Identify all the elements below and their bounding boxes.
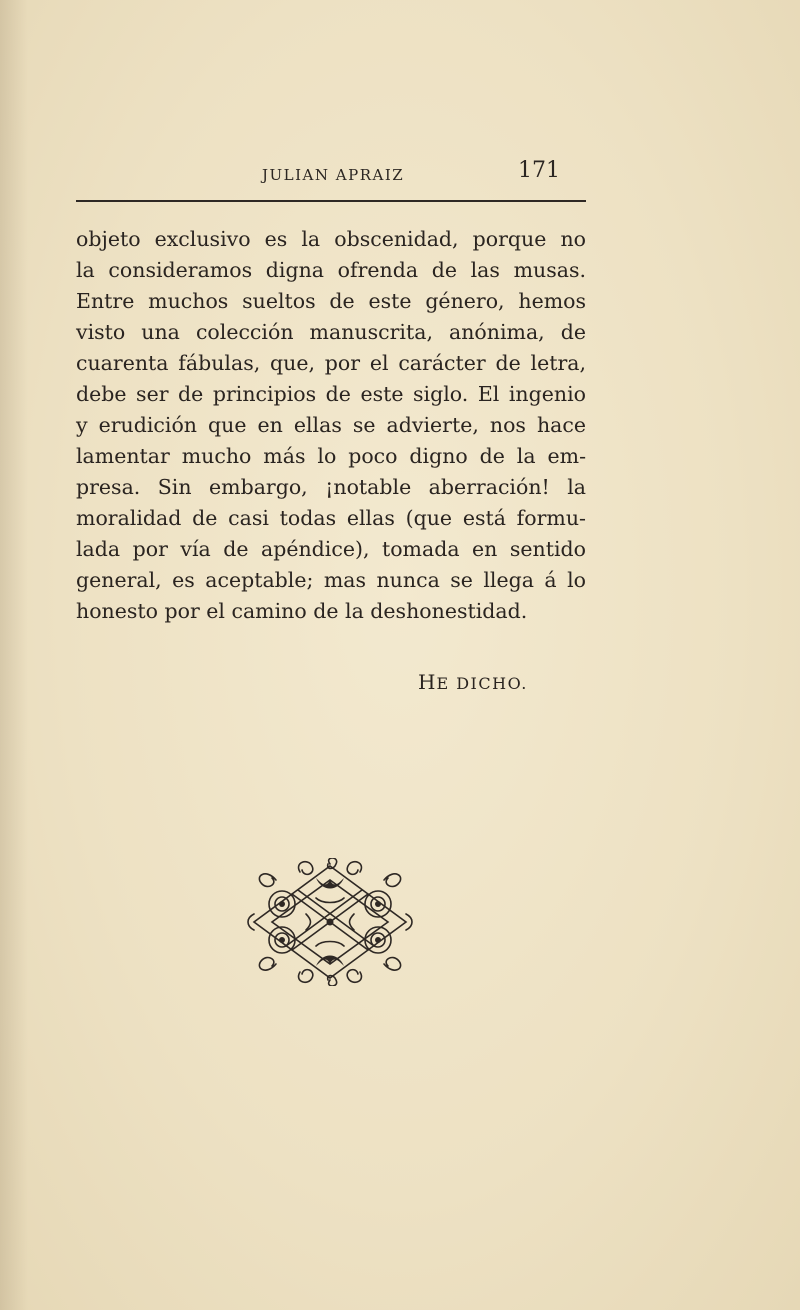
page-header — [76, 158, 586, 188]
closing-signature — [418, 670, 528, 694]
text-line: visto una colección manuscrita, anónima, de — [76, 320, 586, 344]
closing-initial: H — [418, 670, 437, 694]
floral-tailpiece-icon — [246, 858, 414, 986]
text-line: moralidad de casi todas ellas (que está formu- — [76, 506, 586, 530]
closing-rest: E DICHO. — [436, 674, 528, 693]
page-number: 171 — [518, 158, 560, 183]
header-rule — [76, 200, 586, 202]
text-line: la consideramos digna ofrenda de las musas. — [76, 258, 586, 282]
text-line: objeto exclusivo es la obscenidad, porque no — [76, 227, 586, 251]
text-line: general, es aceptable; mas nunca se llega á lo — [76, 568, 586, 592]
text-line: cuarenta fábulas, que, por el carácter de letra, — [76, 351, 586, 375]
running-head: JULIAN APRAIZ — [262, 166, 405, 184]
gutter-shadow — [0, 0, 28, 1310]
text-line: lamentar mucho más lo poco digno de la em- — [76, 444, 586, 468]
body-paragraph — [76, 224, 586, 627]
text-line: y erudición que en ellas se advierte, nos hace — [76, 413, 586, 437]
text-line: presa. Sin embargo, ¡notable aberración! la — [76, 475, 586, 499]
text-line: honesto por el camino de la deshonestidad. — [76, 599, 528, 623]
text-line: Entre muchos sueltos de este género, hemos — [76, 289, 586, 313]
text-line: lada por vía de apéndice), tomada en sentido — [76, 537, 586, 561]
text-line: debe ser de principios de este siglo. El ingenio — [76, 382, 586, 406]
